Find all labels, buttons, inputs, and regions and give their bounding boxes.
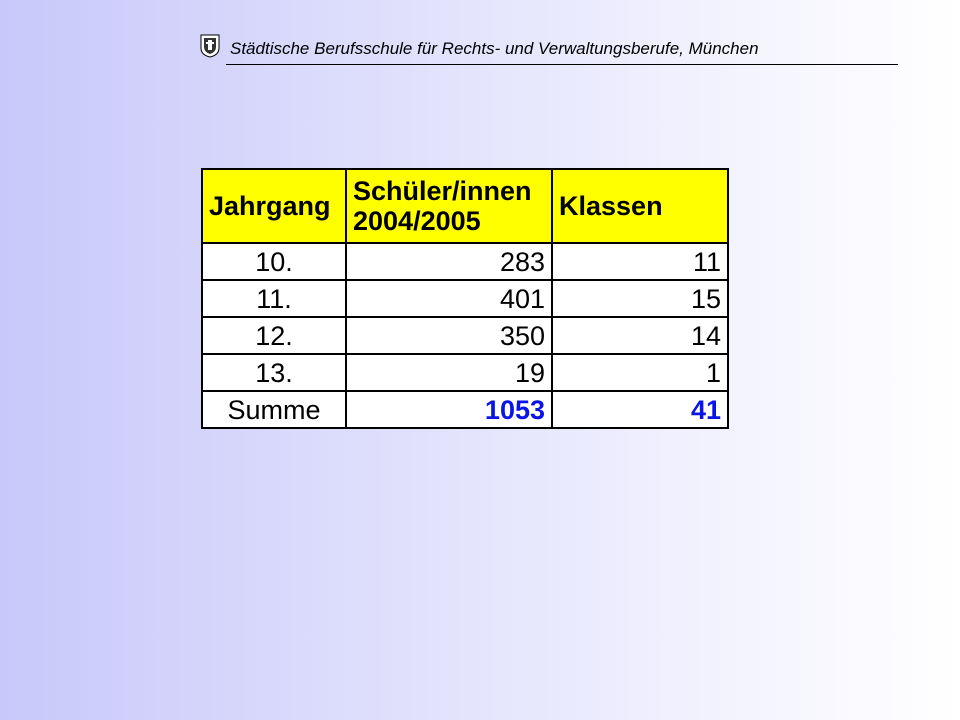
student-statistics-table	[201, 168, 729, 429]
column-header-label: Jahrgang	[209, 191, 331, 221]
table-row	[202, 280, 728, 317]
cell-schueler: 401	[346, 280, 552, 317]
cell-klassen: 15	[552, 280, 728, 317]
column-header-schueler	[346, 169, 552, 243]
table-row	[202, 243, 728, 280]
school-name: Städtische Berufsschule für Rechts- und Verwaltungsberufe, München	[230, 39, 759, 58]
cell-schueler: 350	[346, 317, 552, 354]
cell-total-label: Summe	[202, 391, 346, 428]
column-header-label: Schüler/innen	[353, 176, 532, 206]
cell-total-klassen: 41	[552, 391, 728, 428]
cell-jahrgang: 12.	[202, 317, 346, 354]
cell-schueler: 19	[346, 354, 552, 391]
table-total-row	[202, 391, 728, 428]
cell-jahrgang: 11.	[202, 280, 346, 317]
table-row	[202, 317, 728, 354]
cell-klassen: 11	[552, 243, 728, 280]
header-divider	[226, 64, 898, 65]
column-header-klassen	[552, 169, 728, 243]
cell-jahrgang: 13.	[202, 354, 346, 391]
column-header-year: 2004/2005	[353, 206, 481, 236]
munich-coat-of-arms-icon	[200, 34, 220, 58]
cell-klassen: 1	[552, 354, 728, 391]
cell-total-schueler: 1053	[346, 391, 552, 428]
table-header-row	[202, 169, 728, 243]
page-header	[200, 32, 898, 66]
cell-schueler: 283	[346, 243, 552, 280]
column-header-jahrgang	[202, 169, 346, 243]
table-row	[202, 354, 728, 391]
cell-klassen: 14	[552, 317, 728, 354]
cell-jahrgang: 10.	[202, 243, 346, 280]
column-header-label: Klassen	[559, 191, 663, 221]
